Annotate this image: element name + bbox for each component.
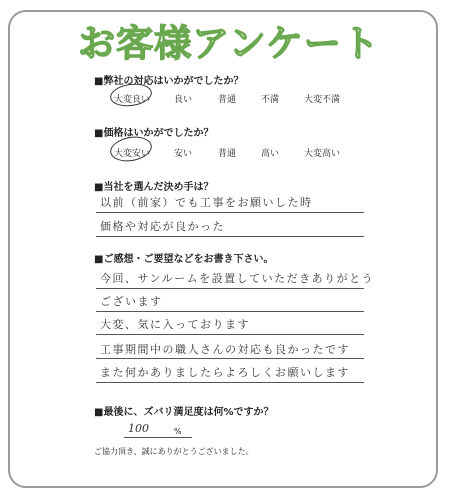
handwritten-line: 今回、サンルームを設置していただきありがとう: [100, 272, 375, 285]
ruled-line: [96, 334, 364, 335]
option-good[interactable]: 良い: [174, 95, 193, 105]
thanks-message: ご協力頂き、誠にありがとうございました。: [94, 447, 254, 456]
option-very-dissatisfied[interactable]: 大変不満: [304, 95, 341, 105]
question-service: ■弊社の対応はいかがでしたか？: [94, 76, 244, 87]
handwritten-line: ございます: [100, 295, 163, 308]
option-cheap[interactable]: 安い: [174, 149, 193, 159]
option-very-cheap[interactable]: 大変安い: [114, 149, 151, 159]
ruled-line: [96, 288, 364, 289]
option-dissatisfied[interactable]: 不満: [261, 95, 280, 105]
question-comments: ■ご感想・ご要望などをお書き下さい。: [94, 254, 274, 265]
handwritten-line: 以前（前家）でも工事をお願いした時: [100, 196, 313, 209]
option-very-expensive[interactable]: 大変高い: [304, 149, 341, 159]
satisfaction-value: 100: [128, 422, 149, 435]
ruled-line: [96, 358, 364, 359]
ruled-line: [96, 382, 364, 383]
option-average[interactable]: 普通: [218, 149, 237, 159]
ruled-line: [96, 212, 364, 213]
option-very-good[interactable]: 大変良い: [114, 95, 151, 105]
option-normal[interactable]: 普通: [218, 95, 237, 105]
question-price: ■価格はいかがでしたか？: [94, 128, 214, 139]
satisfaction-unit: %: [174, 427, 182, 436]
option-expensive[interactable]: 高い: [261, 149, 280, 159]
question-satisfaction: ■最後に、ズバリ満足度は何%ですか？: [94, 407, 274, 418]
satisfaction-line: [124, 437, 192, 438]
handwritten-line: 工事期間中の職人さんの対応も良かったです: [100, 343, 350, 356]
handwritten-line: 価格や対応が良かった: [100, 220, 225, 233]
handwritten-line: また何かありましたらよろしくお願いします: [100, 366, 350, 379]
ruled-line: [96, 311, 364, 312]
survey-title: お客様アンケート: [78, 22, 380, 65]
ruled-line: [96, 236, 364, 237]
question-reason: ■当社を選んだ決め手は？: [94, 182, 214, 193]
handwritten-line: 大変、気に入っております: [100, 318, 250, 331]
